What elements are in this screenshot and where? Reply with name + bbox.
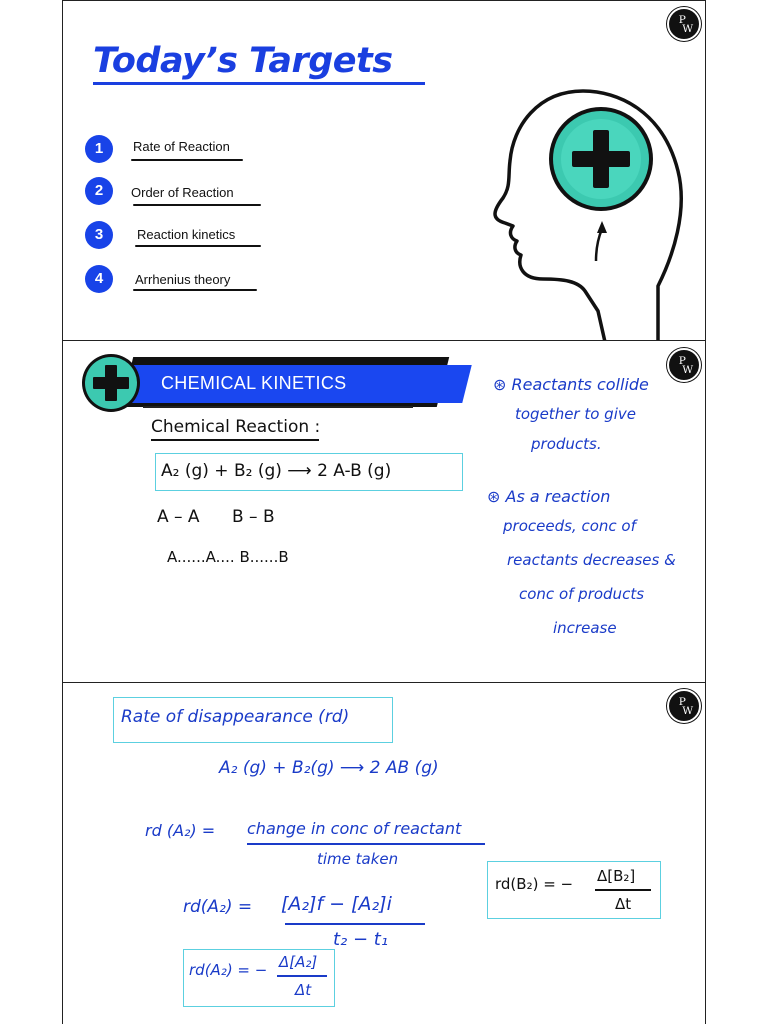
svg-text:P: P	[678, 355, 686, 368]
target-label: Rate of Reaction	[133, 139, 230, 154]
svg-text:W: W	[682, 363, 694, 376]
target-item	[85, 135, 325, 165]
target-label: Reaction kinetics	[137, 227, 236, 242]
note-line: ⊛ Reactants collide	[493, 375, 649, 394]
fraction-line	[277, 975, 327, 977]
rate-derivative-lhs: rd(A₂) = −	[189, 961, 268, 979]
note-line: products.	[531, 435, 602, 453]
rate-b2-lhs: rd(B₂) = −	[495, 875, 574, 893]
target-underline	[133, 289, 257, 291]
note-line: ⊛ As a reaction	[487, 487, 611, 506]
svg-text:W: W	[682, 704, 694, 717]
note-line: proceeds, conc of	[503, 517, 636, 535]
rate-def-denominator: time taken	[317, 850, 399, 868]
plus-icon	[81, 353, 141, 413]
fraction-line	[595, 889, 651, 891]
target-number: 3	[85, 221, 113, 249]
note-line: reactants decreases &	[507, 551, 676, 569]
bond-text: A – A B – B	[157, 507, 275, 527]
section-title: CHEMICAL KINETICS	[161, 373, 347, 393]
rate-formula-lhs: rd(A₂) =	[183, 897, 253, 917]
rate-formula-denominator: t₂ − t₁	[333, 929, 389, 950]
fraction-line	[285, 923, 425, 925]
reaction-equation: A₂ (g) + B₂(g) ⟶ 2 AB (g)	[219, 758, 439, 778]
partial-bond-text: A......A.... B......B	[167, 548, 289, 566]
pw-logo-icon	[667, 7, 701, 41]
rate-b2-numerator: Δ[B₂]	[597, 867, 636, 885]
target-underline	[135, 245, 261, 247]
fraction-line	[247, 843, 485, 845]
rate-derivative-denominator: Δt	[295, 981, 312, 999]
note-line: conc of products	[519, 585, 645, 603]
note-line: increase	[553, 619, 617, 637]
target-label: Order of Reaction	[131, 185, 234, 200]
note-line: together to give	[515, 405, 636, 423]
heading-underline	[151, 439, 319, 441]
head-silhouette-icon	[483, 81, 706, 341]
svg-text:W: W	[682, 22, 694, 35]
target-item	[85, 265, 325, 295]
rate-formula-numerator: [A₂]f − [A₂]i	[281, 893, 392, 915]
svg-text:P: P	[678, 696, 686, 709]
pw-logo-icon	[667, 348, 701, 382]
target-item	[85, 221, 325, 251]
svg-text:P: P	[678, 14, 686, 27]
target-number: 4	[85, 265, 113, 293]
rate-def-lhs: rd (A₂) =	[145, 821, 216, 840]
slide-todays-targets	[62, 0, 706, 341]
target-item	[85, 177, 325, 207]
title-underline	[93, 82, 425, 85]
banner-underline	[143, 406, 413, 408]
pw-logo-icon	[667, 689, 701, 723]
rate-b2-denominator: Δt	[615, 895, 632, 913]
slide-chemical-kinetics	[62, 341, 706, 683]
reaction-heading: Chemical Reaction :	[151, 417, 321, 437]
page-title: Today’s Targets	[93, 41, 393, 81]
slide-title: Rate of disappearance (rd)	[121, 707, 350, 727]
slide-rate-of-disappearance	[62, 683, 706, 1024]
target-number: 1	[85, 135, 113, 163]
target-label: Arrhenius theory	[135, 272, 231, 287]
target-underline	[131, 159, 243, 161]
target-number: 2	[85, 177, 113, 205]
rate-derivative-numerator: Δ[A₂]	[279, 953, 318, 971]
rate-def-numerator: change in conc of reactant	[247, 819, 462, 838]
reaction-equation: A₂ (g) + B₂ (g) ⟶ 2 A-B (g)	[161, 461, 392, 481]
target-underline	[133, 204, 261, 206]
